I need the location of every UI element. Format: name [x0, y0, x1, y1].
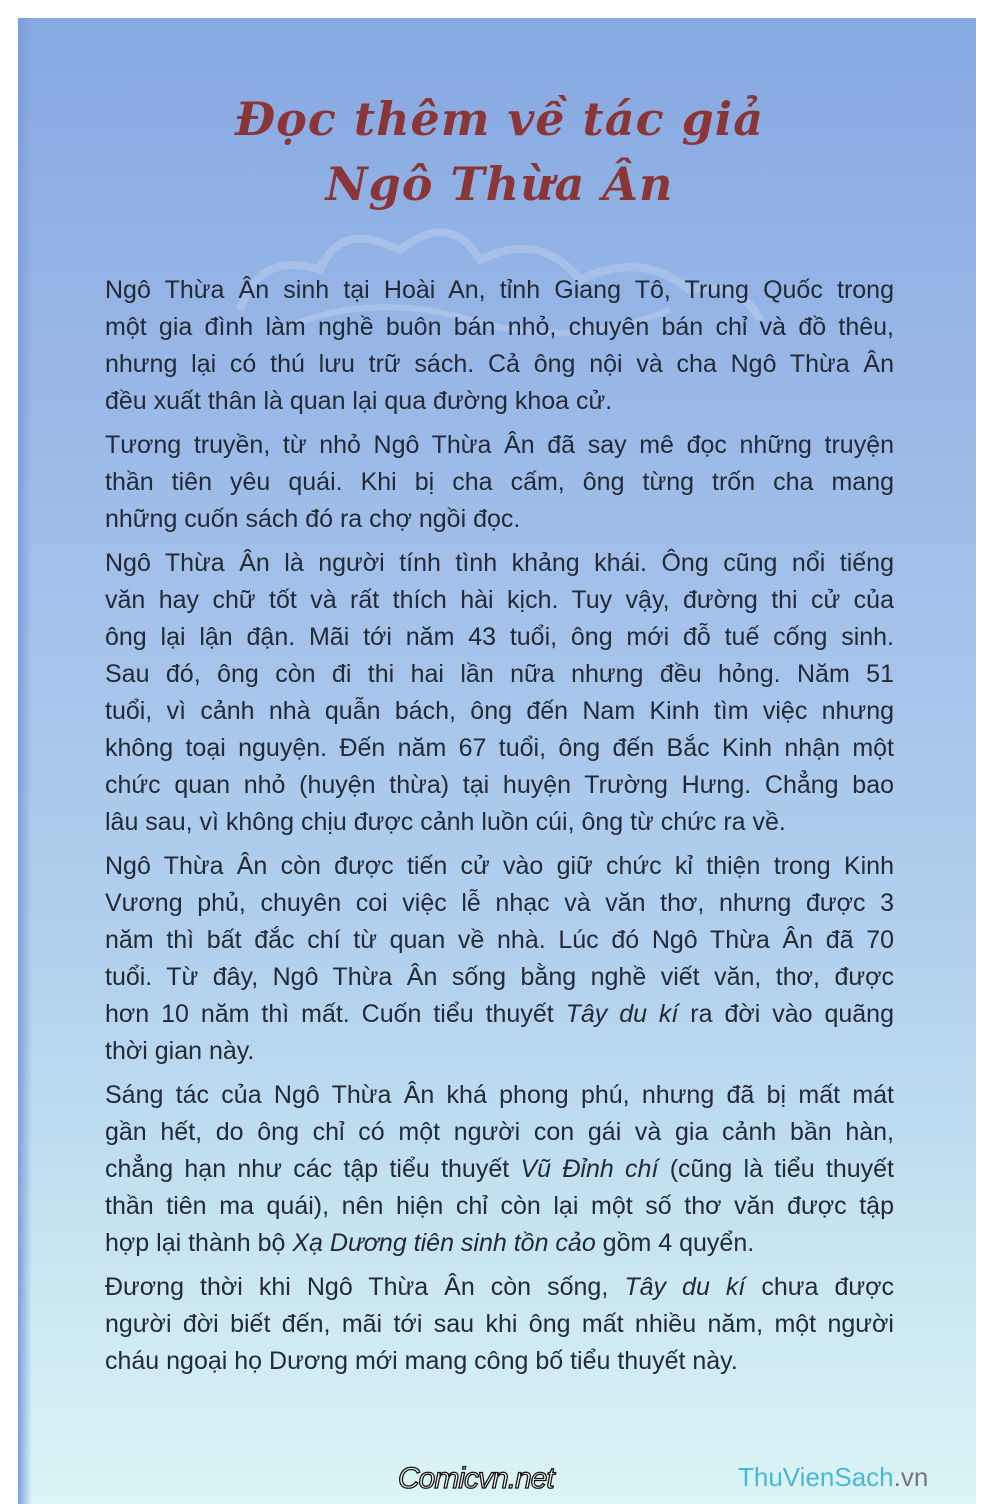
text-segment: không toại nguyện. Đến năm 67 tuổi, ông đến Bắc Kinh nhận một — [105, 734, 894, 762]
text-line — [105, 1151, 894, 1188]
text-line — [105, 693, 894, 730]
text-line — [105, 383, 894, 420]
text-line — [105, 1225, 894, 1262]
text-segment: ra đời vào quãng — [678, 1000, 894, 1028]
text-line — [105, 996, 894, 1033]
thuviensach-watermark — [738, 1462, 928, 1493]
text-line — [105, 309, 894, 346]
text-segment: Sau đó, ông còn đi thi hai lần nữa nhưng đều hỏng. Năm 51 — [105, 660, 894, 688]
text-segment: hơn 10 năm thì mất. Cuốn tiểu thuyết — [105, 1000, 566, 1028]
text-segment: chức quan nhỏ (huyện thừa) tại huyện Trường Hưng. Chẳng bao — [105, 771, 894, 799]
text-line — [105, 922, 894, 959]
text-segment: văn hay chữ tốt và rất thích hài kịch. Tuy vậy, đường thi cử của — [105, 586, 894, 614]
text-line — [105, 1188, 894, 1225]
text-line — [105, 272, 894, 309]
text-line — [105, 730, 894, 767]
text-segment: Sáng tác của Ngô Thừa Ân khá phong phú, nhưng đã bị mất mát — [105, 1081, 894, 1109]
text-segment: thần tiên ma quái), nên hiện chỉ còn lại một số thơ văn được tập — [105, 1192, 894, 1220]
text-segment: chẳng hạn như các tập tiểu thuyết — [105, 1155, 521, 1183]
text-segment: gần hết, do ông chỉ có một người con gái và gia cảnh bần hàn, — [105, 1118, 894, 1146]
text-line — [105, 501, 894, 538]
text-segment: tuổi. Từ đây, Ngô Thừa Ân sống bằng nghề viết văn, thơ, được — [105, 963, 894, 991]
text-segment: cháu ngoại họ Dương mới mang công bố tiểu thuyết này. — [105, 1347, 738, 1375]
text-line — [105, 346, 894, 383]
text-line — [105, 1343, 894, 1380]
text-line — [105, 885, 894, 922]
text-segment: một gia đình làm nghề buôn bán nhỏ, chuyên bán chỉ và đồ thêu, — [105, 313, 894, 341]
text-segment: năm thì bất đắc chí từ quan về nhà. Lúc đó Ngô Thừa Ân đã 70 — [105, 926, 894, 954]
watermark-site-name: ThuVienSach — [738, 1462, 894, 1492]
text-segment: ông lại lận đận. Mãi tới năm 43 tuổi, ông mới đỗ tuế cống sinh. — [105, 623, 894, 651]
text-segment: thần tiên yêu quái. Khi bị cha cấm, ông từng trốn cha mang — [105, 468, 894, 496]
text-line — [105, 582, 894, 619]
comicvn-watermark: Comicvn.net — [398, 1462, 554, 1495]
text-line — [105, 1077, 894, 1114]
paragraph — [105, 272, 894, 420]
text-segment: gồm 4 quyển. — [595, 1229, 755, 1257]
text-line — [105, 804, 894, 841]
paragraph — [105, 1077, 894, 1262]
text-line — [105, 1306, 894, 1343]
article-body — [105, 272, 894, 1387]
text-segment: những cuốn sách đó ra chợ ngồi đọc. — [105, 505, 521, 533]
text-segment: đều xuất thân là quan lại qua đường khoa cử. — [105, 387, 613, 415]
text-segment: Ngô Thừa Ân là người tính tình khảng khái. Ông cũng nổi tiếng — [105, 549, 894, 577]
text-line — [105, 767, 894, 804]
text-segment: lâu sau, vì không chịu được cảnh luồn cúi, ông từ chức ra về. — [105, 808, 786, 836]
paragraph — [105, 545, 894, 841]
watermark-site-tld: .vn — [893, 1462, 929, 1492]
page-title-line1: Đọc thêm về tác giả — [234, 92, 765, 146]
text-segment: thời gian này. — [105, 1037, 255, 1065]
text-segment: Vương phủ, chuyên coi việc lễ nhạc và văn thơ, nhưng được 3 — [105, 889, 894, 917]
text-segment: nhưng lại có thú lưu trữ sách. Cả ông nội và cha Ngô Thừa Ân — [105, 350, 894, 378]
text-segment: tuổi, vì cảnh nhà quẫn bách, ông đến Nam Kinh tìm việc nhưng — [105, 697, 894, 725]
text-segment: Tương truyền, từ nhỏ Ngô Thừa Ân đã say mê đọc những truyện — [105, 431, 894, 459]
text-segment: Đương thời khi Ngô Thừa Ân còn sống, — [105, 1273, 625, 1301]
italic-title-text: Vũ Đỉnh chí — [520, 1155, 659, 1183]
text-line — [105, 959, 894, 996]
italic-title-text: Xạ Dương tiên sinh tồn cảo — [292, 1229, 596, 1257]
text-line — [105, 1269, 894, 1306]
text-line — [105, 848, 894, 885]
text-segment: người đời biết đến, mãi tới sau khi ông mất nhiều năm, một người — [105, 1310, 894, 1338]
text-segment: (cũng là tiểu thuyết — [658, 1155, 894, 1183]
italic-title-text: Tây du kí — [624, 1273, 746, 1301]
text-line — [105, 464, 894, 501]
text-line — [105, 427, 894, 464]
text-line — [105, 1033, 894, 1070]
text-segment: Ngô Thừa Ân còn được tiến cử vào giữ chức kỉ thiện trong Kinh — [105, 852, 894, 880]
text-segment: chưa được — [745, 1273, 894, 1301]
text-segment: hợp lại thành bộ — [105, 1229, 293, 1257]
paragraph — [105, 427, 894, 538]
text-segment: Ngô Thừa Ân sinh tại Hoài An, tỉnh Giang Tô, Trung Quốc trong — [105, 276, 894, 304]
text-line — [105, 619, 894, 656]
paragraph — [105, 848, 894, 1070]
page-title-line2: Ngô Thừa Ân — [325, 157, 674, 211]
italic-title-text: Tây du kí — [565, 1000, 679, 1028]
paragraph — [105, 1269, 894, 1380]
text-line — [105, 545, 894, 582]
page-edge — [18, 18, 32, 1504]
text-line — [105, 656, 894, 693]
text-line — [105, 1114, 894, 1151]
